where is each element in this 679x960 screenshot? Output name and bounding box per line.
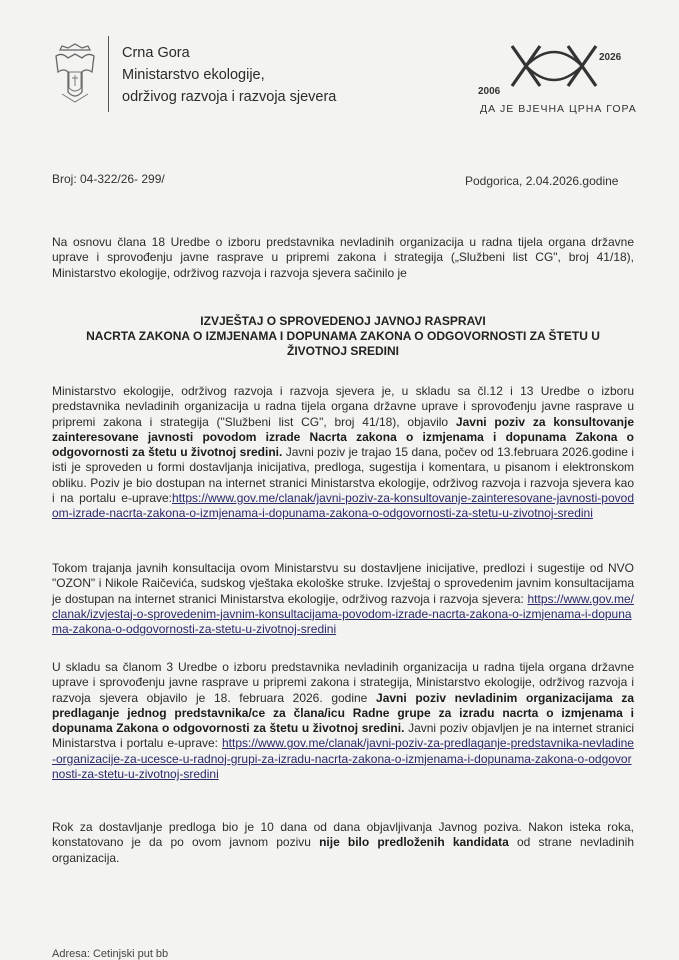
intro-paragraph: Na osnovu člana 18 Uredbe o izboru predstavnika nevladinih organizacija u radna tijela organa državne uprave i sprovođenju javne rasprave u pripremi zakona i strategija („Službeni list CG", broj 41/18), Ministarstvo ekologije, održivog razvoja i razvoja sjevera sačinilo je xyxy=(52,235,634,280)
title-line-3: ŽIVOTNOJ SREDINI xyxy=(286,344,399,358)
logo-motto: ДА ЈЕ ВЈЕЧНА ЦРНА ГОРА xyxy=(480,103,637,115)
p4-text-cont: od strane nevladinih organizacija. xyxy=(52,835,634,865)
p1-text-cont: Javni poziv je trajao 15 dana, počev od 13.februara 2026.godine i isti je sproveden u formi dostavljanja inicijativa, predloga, sugestija i komentara, u pisanom i elektronskom obliku. Poziv je bio dostupan na internet stranici Ministarstva ekologije, održivog razvoja i razvoja sjevera kao i na portalu e-uprave: xyxy=(52,445,634,506)
ministry-line-name-cont: održivog razvoja i razvoja sjevera xyxy=(122,89,337,105)
coat-of-arms-icon xyxy=(52,42,98,106)
paragraph-consultations xyxy=(52,561,634,637)
document-number: Broj: 04-322/26- 299/ xyxy=(52,172,165,186)
p1-bold: Javni poziv za konsultovanje zainteresovane javnosti povodom izrade Nacrta zakona o izmjenama i dopunama Zakona o odgovornosti za štetu u životnoj sredini. xyxy=(52,414,635,460)
p1-link[interactable]: https://www.gov.me/clanak/javni-poziv-za-konsultovanje-zainteresovane-javnosti-povodom-izrade-nacrta-zakona-o-izmjenama-i-dopunama-zakona-o-odgovornosti-za-stetu-u-zivotnoj-sredini xyxy=(52,491,634,521)
p4-bold: nije bilo predloženih kandidata xyxy=(319,835,509,850)
p3-text-cont: Javni poziv objavljen je na internet stranici Ministarstva i portalu e-uprave: xyxy=(52,721,634,751)
p1-text: Ministarstvo ekologije, održivog razvoja i razvoja sjevera je, u skladu sa čl.12 i 13 Uredbe o izboru predstavnika nevladinih organizacija u radna tijela organa državne uprave i sprovođenju javne rasprave u pripremi zakona i strategija ("Službeni list CG", broj 41/18), objavilo xyxy=(52,384,634,429)
place-and-date: Podgorica, 2.04.2026.godine xyxy=(465,174,619,188)
paragraph-working-group xyxy=(52,660,634,782)
p3-text: U skladu sa članom 3 Uredbe o izboru predstavnika nevladinih organizacija u radna tijela organa državne uprave i sprovođenju javne rasprave u pripremi zakona i strategija, Ministarstvo ekologije, održivog razvoja i razvoja sjevera objavilo je 18. februara 2026. godine xyxy=(52,660,634,705)
logo-year-end: 2026 xyxy=(599,52,622,63)
footer-address: Adresa: Cetinjski put bb xyxy=(52,948,169,960)
p2-link[interactable]: https://www.gov.me/clanak/izvjestaj-o-sprovedenim-javnim-konsultacijama-povodom-izrade-nacrta-zakona-o-izmjenama-i-dopunama-zakona-o-odgovornosti-za-stetu-u-zivotnoj-sredini xyxy=(52,591,634,637)
paragraph-conclusion xyxy=(52,820,634,866)
p4-text: Rok za dostavljanje predloga bio je 10 dana od dana objavljivanja Javnog poziva. Nakon isteka roka, konstatovano je da po ovom javnom pozivu xyxy=(52,820,634,850)
p3-link[interactable]: https://www.gov.me/clanak/javni-poziv-za-predlaganje-predstavnika-nevladine-organizacije-za-ucesce-u-radnoj-grupi-za-izradu-nacrta-zakona-o-izmjenama-i-dopunama-zakona-o-odgovornosti-za-stetu-u-zivotnoj-sredini xyxy=(52,736,634,782)
logo-year-start: 2006 xyxy=(478,86,501,97)
title-line-2: NACRTA ZAKONA O IZMJENAMA I DOPUNAMA ZAKONA O ODGOVORNOSTI ZA ŠTETU U xyxy=(86,329,600,343)
ministry-name xyxy=(122,42,336,108)
title-line-1: IZVJEŠTAJ O SPROVEDENOJ JAVNOJ RASPRAVI xyxy=(200,314,486,328)
ministry-line-country: Crna Gora xyxy=(122,45,190,61)
paragraph-public-call xyxy=(52,384,634,522)
p3-bold: Javni poziv nevladinim organizacijama za predlaganje jednog predstavnika/ce za člana/icu Radne grupe za izradu nacrta o izmjenama i dopunama Zakona o odgovornosti za štetu u životnoj sredini. xyxy=(52,690,635,736)
report-title xyxy=(52,314,634,359)
p2-text: Tokom trajanja javnih konsultacija ovom Ministarstvu su dostavljene inicijative, predlozi i sugestije od NVO "OZON" i Nikole Raičevića, sudskog vještaka ekološke struke. Izvještaj o sprovedenim javnim konsultacijama je dostupan na internet stranici Ministarstva ekologije, održivog razvoja i razvoja sjevera: xyxy=(52,561,634,606)
anniversary-logo-icon xyxy=(478,40,648,96)
ministry-line-name: Ministarstvo ekologije, xyxy=(122,67,265,83)
header-divider xyxy=(108,36,109,112)
